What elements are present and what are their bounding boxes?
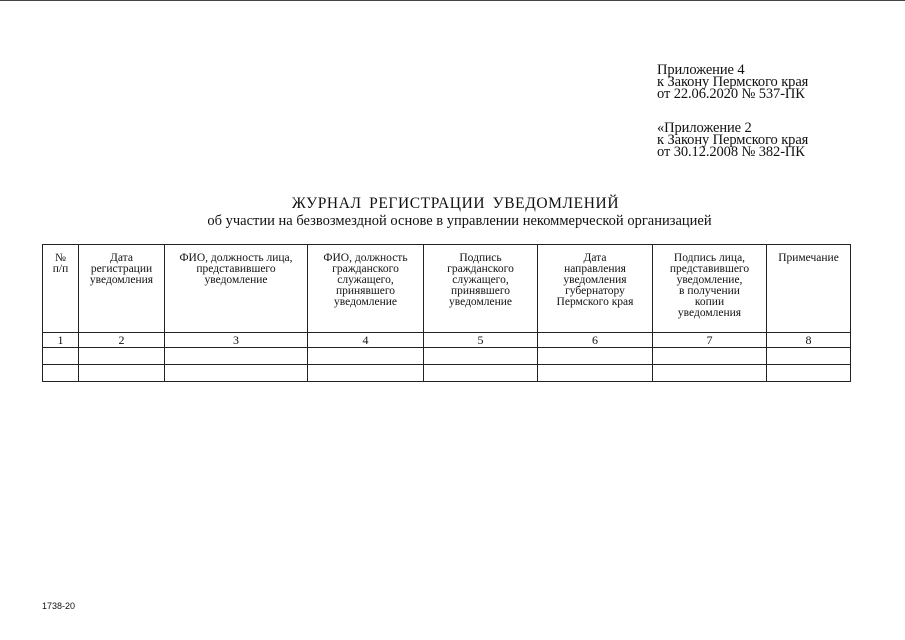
column-header-line: гражданского (447, 263, 514, 275)
table-header-row (43, 245, 851, 333)
column-header-line: служащего, (337, 274, 394, 286)
appendix-2-line-2: к Закону Пермского края (657, 132, 809, 148)
empty-cell (653, 365, 767, 382)
column-header-line: в получении (679, 285, 740, 297)
column-header-line: уведомление (449, 296, 512, 308)
column-header-line: уведомление (334, 296, 397, 308)
column-header-line: регистрации (90, 263, 153, 275)
column-header-line: № (55, 252, 66, 264)
column-header-line: служащего, (452, 274, 509, 286)
page-top-border (0, 0, 905, 1)
column-header-line: уведомления (677, 307, 742, 319)
column-header-5 (424, 245, 538, 333)
empty-cell (424, 348, 538, 365)
column-header-line: принявшего (335, 285, 396, 297)
column-number-cell: 3 (165, 333, 308, 348)
column-header-line: Пермского края (556, 296, 634, 308)
column-header-line: представившего (196, 263, 276, 275)
appendix-4-line-3: от 22.06.2020 № 537-ПК (657, 86, 805, 102)
empty-cell (165, 348, 308, 365)
appendix-4-line-1: Приложение 4 (657, 62, 745, 78)
column-header-line: принявшего (450, 285, 511, 297)
empty-cell (424, 365, 538, 382)
column-header-line: представившего (669, 263, 750, 275)
column-number-cell: 8 (767, 333, 851, 348)
table-row (43, 348, 851, 365)
column-header-line: гражданского (332, 263, 399, 275)
column-number-cell: 7 (653, 333, 767, 348)
empty-cell (653, 348, 767, 365)
empty-cell (538, 348, 653, 365)
column-number-cell: 1 (43, 333, 79, 348)
empty-cell (79, 365, 165, 382)
appendix-4-line-2: к Закону Пермского края (657, 74, 809, 90)
empty-cell (308, 348, 424, 365)
document-subtitle: об участии на безвозмездной основе в управлении некоммерческой организацией (207, 213, 712, 229)
notification-journal-table (42, 244, 851, 382)
column-header-1 (43, 245, 79, 333)
column-header-2 (79, 245, 165, 333)
column-header-line: Дата (110, 252, 133, 264)
column-header-line: Дата (583, 252, 607, 264)
column-header-4 (308, 245, 424, 333)
column-header-line: губернатору (565, 285, 625, 297)
appendix-2-line-1: «Приложение 2 (657, 120, 752, 136)
column-header-3 (165, 245, 308, 333)
empty-cell (308, 365, 424, 382)
column-header-line: ФИО, должность (323, 252, 408, 264)
column-header-8 (767, 245, 851, 333)
appendix-2-line-3: от 30.12.2008 № 382-ПК (657, 144, 805, 160)
column-header-line: копии (694, 296, 725, 308)
column-number-cell: 2 (79, 333, 165, 348)
column-number-cell: 6 (538, 333, 653, 348)
appendix-2-reference (657, 122, 897, 158)
column-header-line: уведомления (563, 274, 627, 286)
empty-cell (79, 348, 165, 365)
column-header-line: ФИО, должность лица, (179, 252, 293, 264)
empty-cell (538, 365, 653, 382)
column-header-line: Подпись лица, (673, 252, 746, 264)
empty-cell (43, 365, 79, 382)
column-header-line: уведомления (89, 274, 154, 286)
column-header-line: уведомление, (676, 274, 743, 286)
column-header-6 (538, 245, 653, 333)
empty-cell (43, 348, 79, 365)
column-number-row (43, 333, 851, 348)
document-title: ЖУРНАЛ РЕГИСТРАЦИИ УВЕДОМЛЕНИЙ (291, 195, 620, 212)
empty-cell (767, 365, 851, 382)
empty-cell (767, 348, 851, 365)
column-header-line: Примечание (778, 252, 839, 264)
column-header-line: Подпись (459, 252, 502, 264)
column-header-line: п/п (52, 263, 69, 275)
appendix-4-reference (657, 64, 897, 100)
table-row (43, 365, 851, 382)
column-header-line: уведомление (204, 274, 268, 286)
column-header-7 (653, 245, 767, 333)
document-code: 1738-20 (42, 601, 76, 611)
column-header-line: направления (564, 263, 626, 275)
column-number-cell: 5 (424, 333, 538, 348)
empty-cell (165, 365, 308, 382)
column-number-cell: 4 (308, 333, 424, 348)
